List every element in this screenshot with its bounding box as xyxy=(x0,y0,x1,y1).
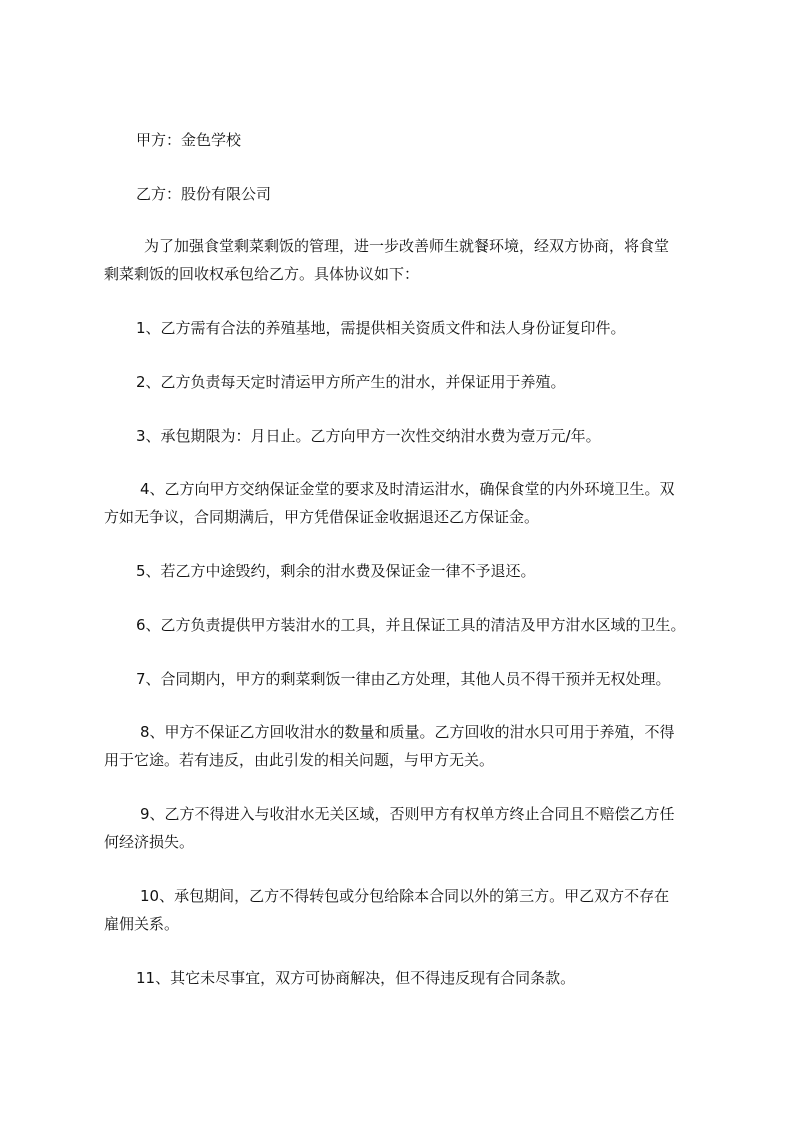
clause-8-line-1: 8、甲方不保证乙方回收泔水的数量和质量。乙方回收的泔水只可用于养殖，不得 xyxy=(140,723,675,741)
clause-9-line-2: 何经济损失。 xyxy=(104,833,195,851)
clause-4-line-2: 方如无争议，合同期满后，甲方凭借保证金收据退还乙方保证金。 xyxy=(104,508,540,526)
clause-4-line-1: 4、乙方向甲方交纳保证金堂的要求及时清运泔水，确保食堂的内外环境卫生。双 xyxy=(140,480,675,498)
party-a-line: 甲方：金色学校 xyxy=(136,131,242,149)
clause-3-line-1: 3、承包期限为：月日止。乙方向甲方一次性交纳泔水费为壹万元/年。 xyxy=(136,427,601,445)
clause-5-line-1: 5、若乙方中途毁约，剩余的泔水费及保证金一律不予退还。 xyxy=(136,562,536,580)
clause-10-line-1: 10、承包期间，乙方不得转包或分包给除本合同以外的第三方。甲乙双方不存在 xyxy=(140,887,670,905)
party-b-line: 乙方：股份有限公司 xyxy=(136,185,272,203)
clause-10-line-2: 雇佣关系。 xyxy=(104,915,180,933)
clause-11-line-1: 11、其它未尽事宜，双方可协商解决，但不得违反现有合同条款。 xyxy=(136,969,576,987)
clause-9-line-1: 9、乙方不得进入与收泔水无关区域，否则甲方有权单方终止合同且不赔偿乙方任 xyxy=(140,805,675,823)
clause-6-line-1: 6、乙方负责提供甲方装泔水的工具，并且保证工具的清洁及甲方泔水区域的卫生。 xyxy=(136,616,686,634)
clause-8-line-2: 用于它途。若有违反，由此引发的相关问题，与甲方无关。 xyxy=(104,751,495,769)
intro-line-2: 剩菜剩饭的回收权承包给乙方。具体协议如下： xyxy=(104,265,420,283)
clause-1-line-1: 1、乙方需有合法的养殖基地，需提供相关资质文件和法人身份证复印件。 xyxy=(136,319,626,337)
clause-2-line-1: 2、乙方负责每天定时清运甲方所产生的泔水，并保证用于养殖。 xyxy=(136,373,566,391)
clause-7-line-1: 7、合同期内，甲方的剩菜剩饭一律由乙方处理，其他人员不得干预并无权处理。 xyxy=(136,670,671,688)
intro-line-1: 为了加强食堂剩菜剩饭的管理，进一步改善师生就餐环境，经双方协商，将食堂 xyxy=(144,237,670,255)
